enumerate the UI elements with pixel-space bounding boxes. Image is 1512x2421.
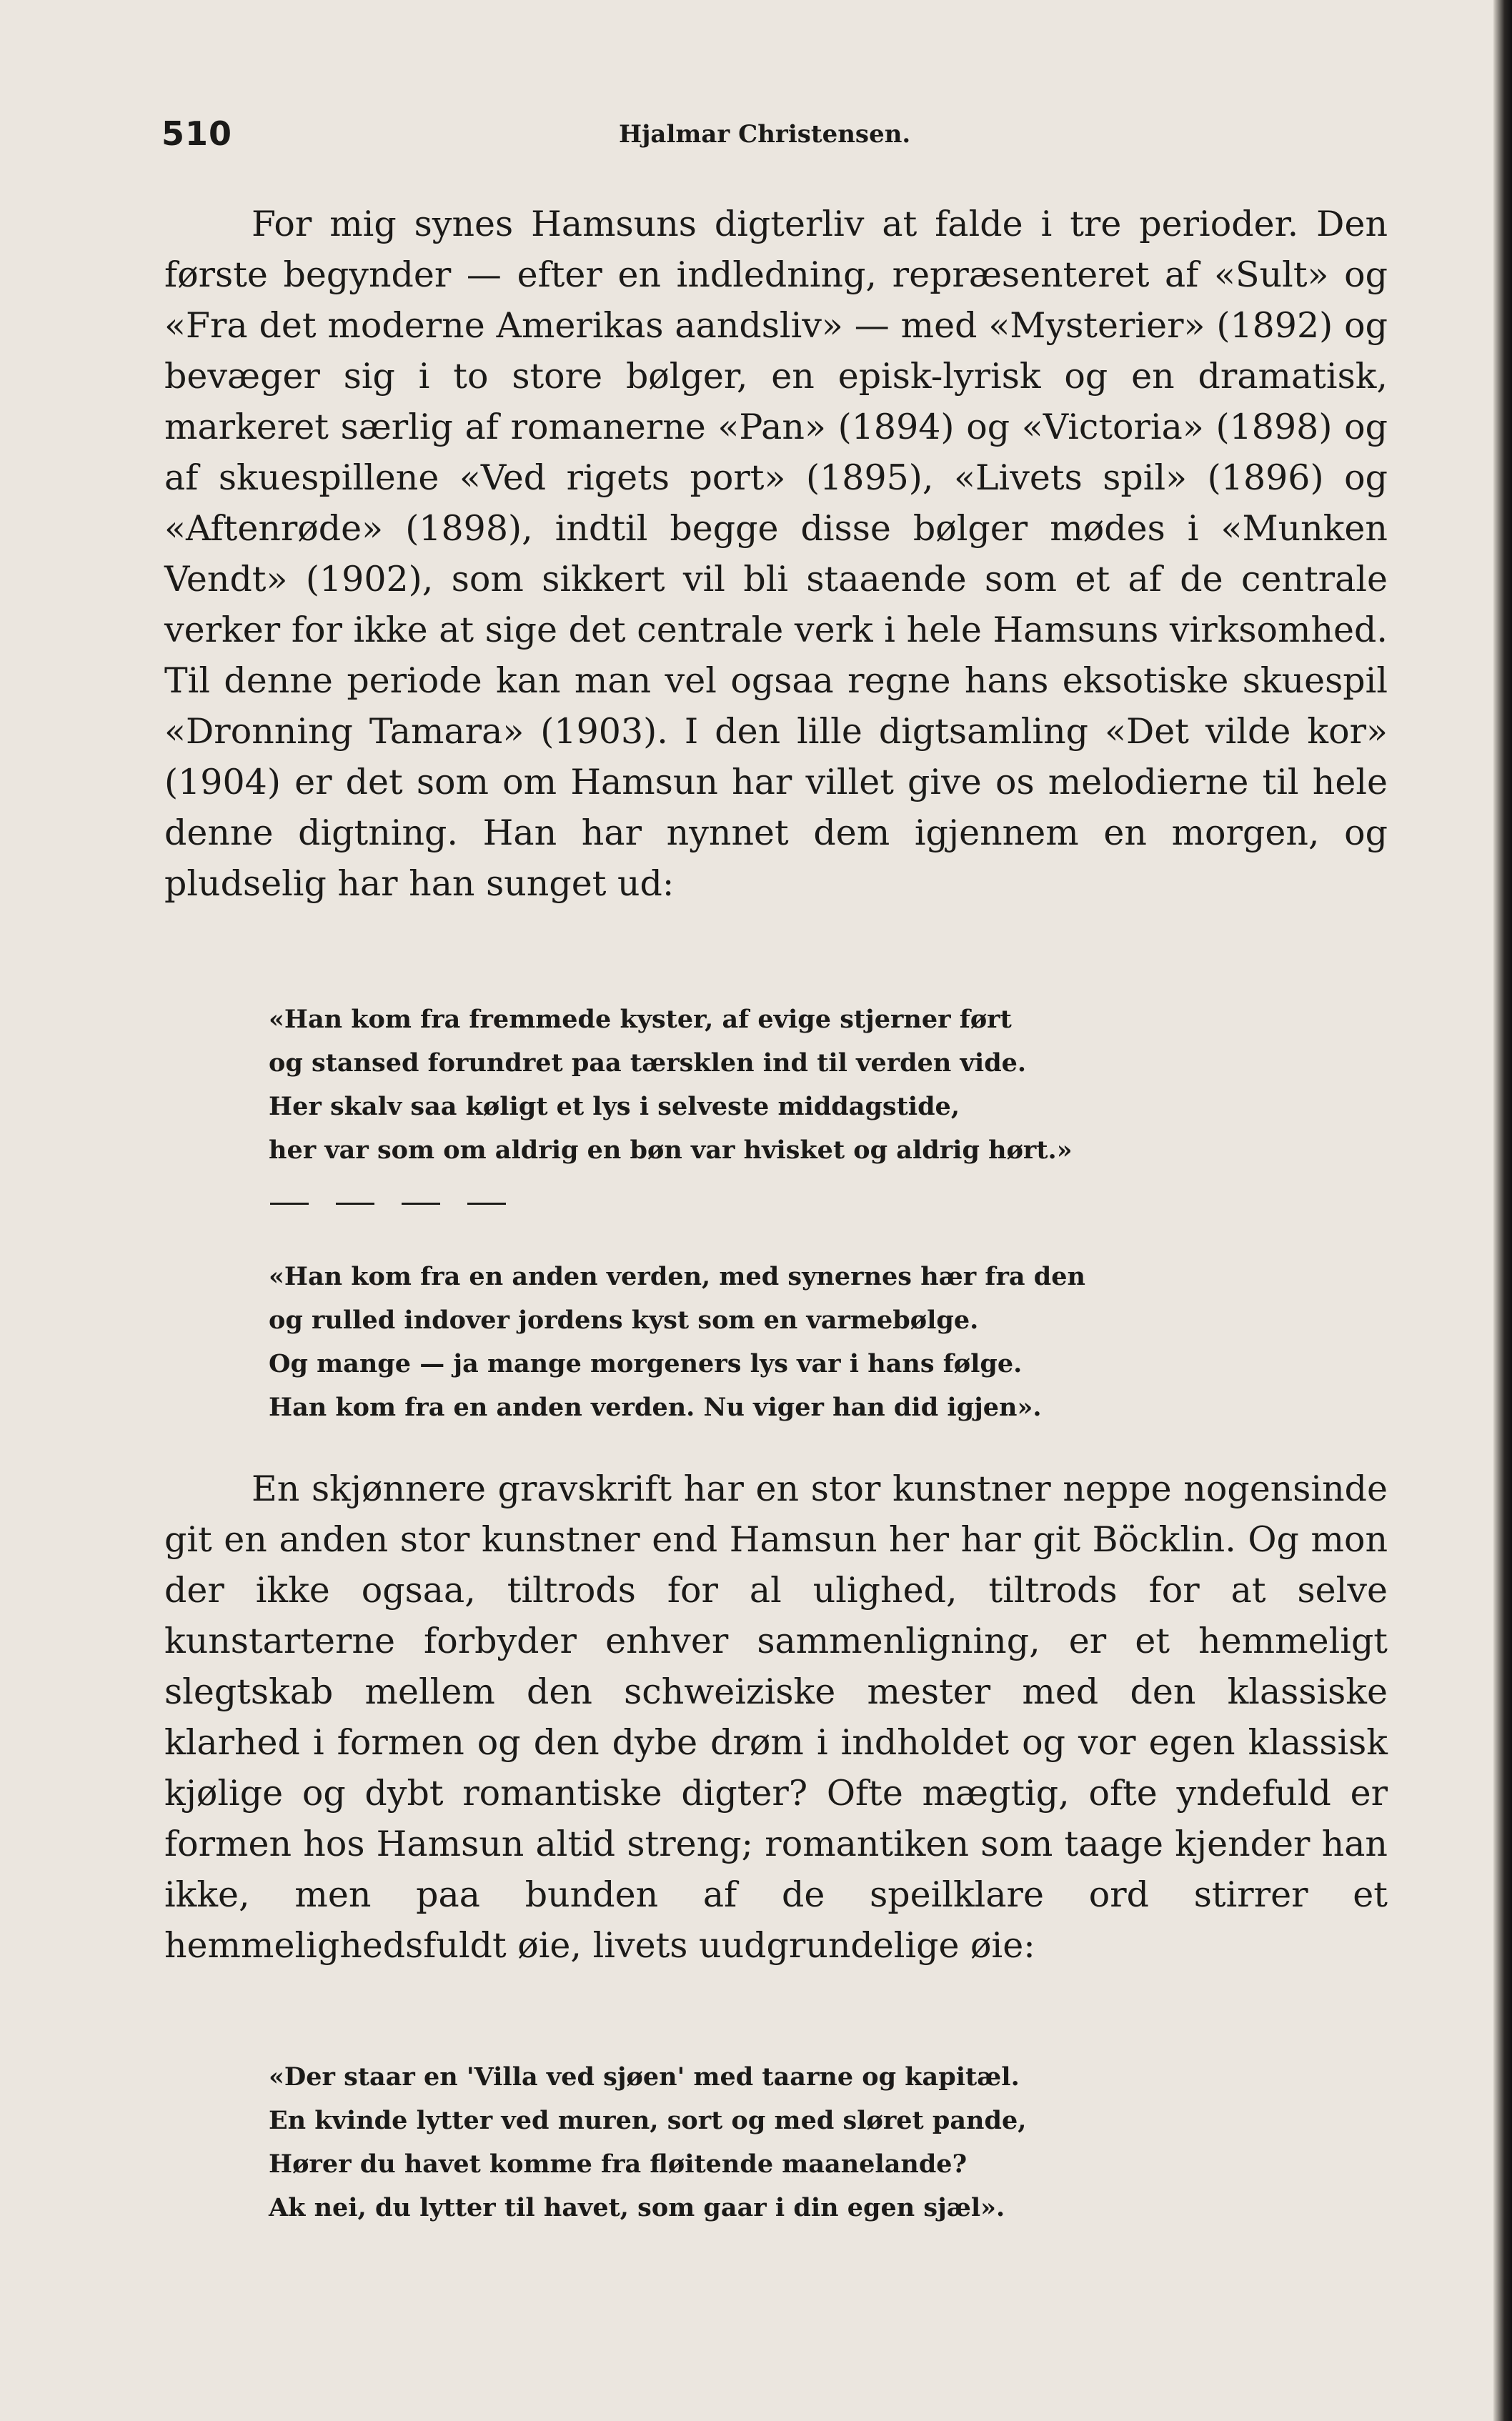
paragraph-periods bbox=[164, 199, 1388, 909]
poem-line: Her skalv saa køligt et lys i selveste middagstide, bbox=[269, 1092, 960, 1121]
page-header bbox=[161, 114, 1391, 157]
separator-dash bbox=[270, 1203, 309, 1205]
poem-line: «Han kom fra en anden verden, med synernes hær fra den bbox=[269, 1262, 1085, 1291]
paragraph-text: For mig synes Hamsuns digterliv at falde i tre perioder. Den første begynder — efter en indledning, repræsenteret af «Sult» og «Fra det moderne Amerikas aandsliv» — med «Mysterier» (1892) og bevæger sig i to store bølger, en episk-lyrisk og en dramatisk, markeret særlig af romanerne «Pan» (1894) og «Victoria» (1898) og af skuespillene «Ved rigets port» (1895), «Livets spil» (1896) og «Aftenrøde» (1898), indtil begge disse bølger mødes i «Munken Vendt» (1902), som sikkert vil bli staaende som et af de centrale verker for ikke at sige det centrale verk i hele Hamsuns virksomhed. Til denne periode kan man vel ogsaa regne hans eksotiske skuespil «Dronning Tamara» (1903). I den lille digtsamling «Det vilde kor» (1904) er det som om Hamsun har villet give os melodierne til hele denne digtning. Han har nynnet dem igjennem en morgen, og pludselig har han sunget ud: bbox=[164, 204, 1388, 904]
poem-line: En kvinde lytter ved muren, sort og med sløret pande, bbox=[269, 2106, 1027, 2135]
poem-stanza-2 bbox=[269, 1255, 1312, 1429]
poem-line: Og mange — ja mange morgeners lys var i hans følge. bbox=[269, 1349, 1023, 1378]
poem-line: og stansed forundret paa tærsklen ind til verden vide. bbox=[269, 1048, 1027, 1078]
separator-dash bbox=[336, 1203, 374, 1205]
poem-stanza-3 bbox=[269, 2055, 1312, 2229]
stanza-separator bbox=[270, 1202, 506, 1206]
poem-line: Ak nei, du lytter til havet, som gaar i din egen sjæl». bbox=[269, 2193, 1005, 2222]
poem-line: Han kom fra en anden verden. Nu viger han did igjen». bbox=[269, 1393, 1042, 1422]
poem-line: og rulled indover jordens kyst som en varmebølge. bbox=[269, 1306, 979, 1335]
separator-dash bbox=[467, 1203, 506, 1205]
poem-line: Hører du havet komme fra fløitende maanelande? bbox=[269, 2149, 968, 2179]
running-title: Hjalmar Christensen. bbox=[619, 120, 911, 149]
poem-line: her var som om aldrig en bøn var hvisket og aldrig hørt.» bbox=[269, 1135, 1073, 1165]
page-number: 510 bbox=[161, 114, 233, 153]
paragraph-bocklin bbox=[164, 1463, 1388, 1971]
separator-dash bbox=[402, 1203, 440, 1205]
page-edge-shadow bbox=[1493, 0, 1512, 2421]
poem-line: «Der staar en 'Villa ved sjøen' med taarne og kapitæl. bbox=[269, 2062, 1020, 2092]
poem-line: «Han kom fra fremmede kyster, af evige stjerner ført bbox=[269, 1005, 1012, 1034]
poem-stanza-1 bbox=[269, 998, 1312, 1172]
paragraph-text: En skjønnere gravskrift har en stor kunstner neppe nogensinde git en anden stor kunstner end Hamsun her har git Böcklin. Og mon der ikke ogsaa, tiltrods for al ulighed, tiltrods for at selve kunstarterne forbyder enhver sammenligning, er et hemmeligt slegtskab mellem den schweiziske mester med den klassiske klarhed i formen og den dybe drøm i indholdet og vor egen klassisk kjølige og dybt romantiske digter? Ofte mægtig, ofte yndefuld er formen hos Hamsun altid streng; romantiken som taage kjender han ikke, men paa bunden af de speilklare ord stirrer et hemmelighedsfuldt øie, livets uudgrundelige øie: bbox=[164, 1468, 1388, 1966]
